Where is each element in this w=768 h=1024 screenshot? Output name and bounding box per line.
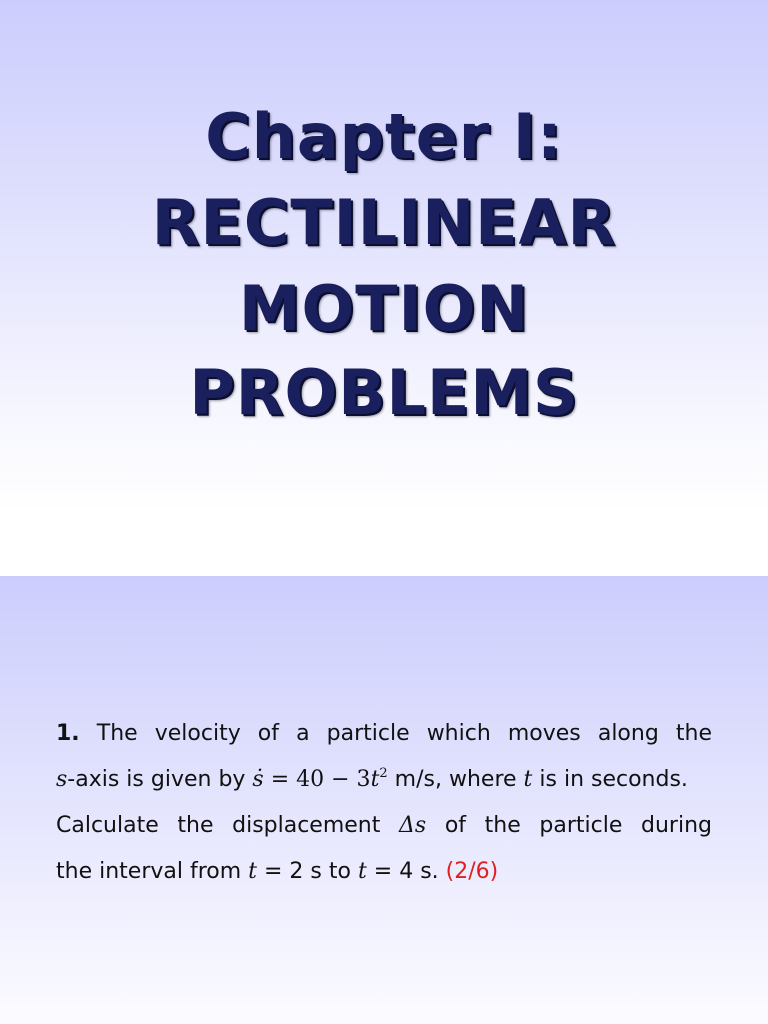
problem-line-3: [56, 803, 712, 849]
variable-t-start: t: [248, 859, 257, 884]
title-line-2: RECTILINEAR: [151, 186, 617, 259]
problem-line-4: [56, 849, 712, 895]
variable-delta-s: Δs: [399, 813, 427, 838]
problem-line-1-text: The velocity of a particle which moves along the: [96, 721, 712, 746]
problem-line-2: [56, 757, 712, 803]
title-line-4: PROBLEMS: [189, 356, 579, 429]
problem-line-2-text-c: is in seconds.: [532, 767, 688, 792]
equation-mid: = 40 − 3: [263, 767, 371, 792]
equation-var-t: t: [370, 767, 380, 792]
problem-line-4-text-c: = 4 s.: [366, 859, 446, 884]
variable-t-end: t: [357, 859, 367, 884]
problem-line-4-text-a: the interval from: [56, 859, 249, 884]
variable-s: s: [56, 767, 68, 792]
problem-slide: [0, 576, 768, 1024]
problem-statement: [56, 711, 712, 895]
equation-exponent: 2: [379, 766, 388, 781]
problem-line-3-text-a: Calculate the displacement: [56, 813, 400, 838]
problem-line-1: [56, 711, 712, 757]
problem-line-4-text-b: = 2 s to: [257, 859, 358, 884]
problem-line-2-text-b: m/s, where: [387, 767, 524, 792]
title-line-3: MOTION: [238, 272, 530, 345]
problem-line-3-text-b: of the particle during: [444, 813, 712, 838]
equation-lhs: ṡ: [252, 767, 264, 792]
problem-reference: (2/6): [445, 859, 499, 884]
variable-t: t: [523, 767, 533, 792]
title-line-1: Chapter I:: [205, 100, 563, 173]
problem-number: 1.: [56, 721, 80, 746]
problem-line-2-text-a: -axis is given by: [67, 767, 253, 792]
